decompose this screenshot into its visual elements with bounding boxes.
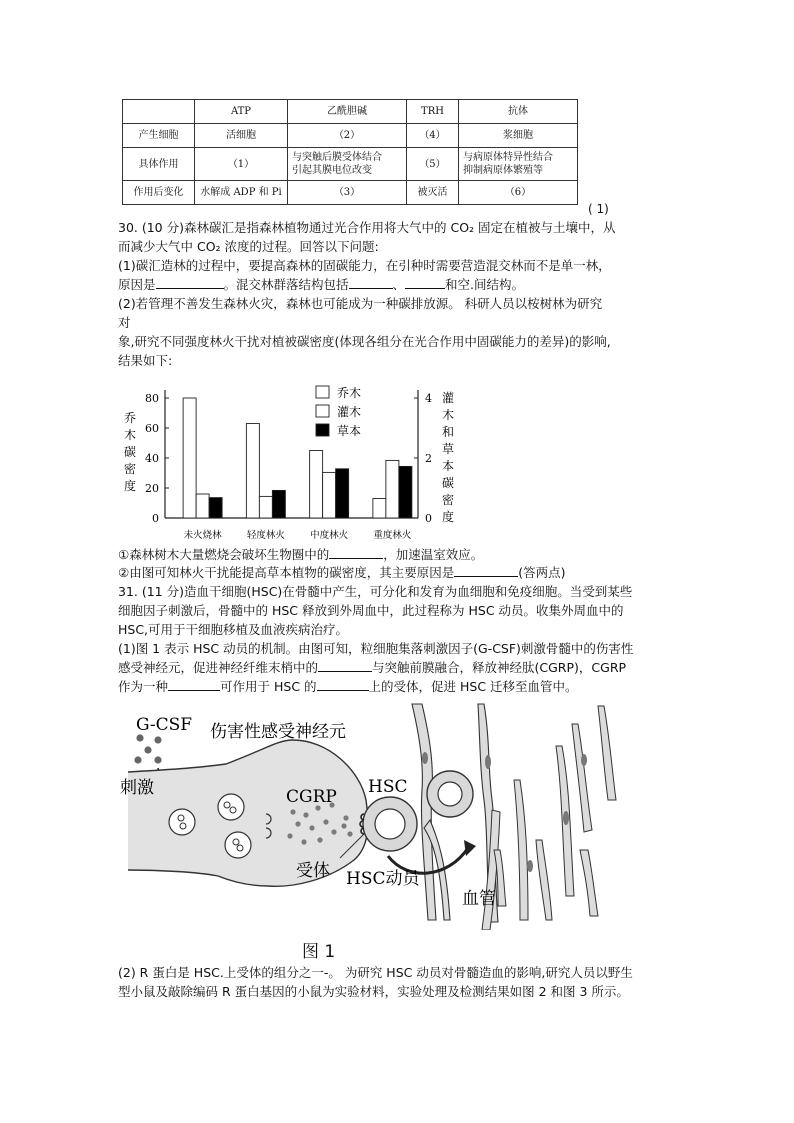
vessel-wall-cell — [598, 706, 616, 800]
q30-text: ，加速温室效应。 — [383, 547, 484, 562]
arrow-head — [464, 840, 476, 856]
left-tick-label: 20 — [145, 482, 159, 495]
bar-乔木 — [310, 451, 323, 519]
carbon-density-chart — [110, 378, 480, 546]
table-cell: 被灭活 — [407, 181, 459, 205]
hsc-cell — [360, 797, 417, 851]
right-axis-title: 木 — [441, 408, 455, 422]
table-cell: 与突触后膜受体结合 引起其膜电位改变 — [288, 148, 407, 181]
right-tick-label: 4 — [425, 392, 432, 405]
hsc-label: HSC — [368, 777, 408, 797]
table-header-cell — [123, 100, 195, 124]
q30-text: 原因是 — [118, 277, 156, 292]
legend-swatch — [316, 405, 329, 417]
q30-text: 和空.间结构。 — [445, 277, 525, 292]
table-header-cell: 抗体 — [459, 100, 578, 124]
vessel-nucleus — [422, 752, 428, 764]
answer-blank[interactable] — [156, 276, 224, 289]
q31-text: 31. (11 分)造血干细胞(HSC)在骨髓中产生，可分化和发育为血细胞和免疫细胞。当受到某些 — [118, 584, 633, 599]
bar-灌木 — [259, 496, 272, 518]
q30-text: 、 — [392, 277, 406, 292]
q30-text: 30. (10 分)森林碳汇是指森林植物通过光合作用将大气中的 CO₂ 固定在植被与土壤中，从 — [118, 220, 616, 235]
vessel-wall-cell — [536, 840, 552, 920]
table-cell: 具体作用 — [123, 148, 195, 181]
q30-sub1 — [118, 545, 483, 564]
bar-灌木 — [323, 472, 336, 518]
legend-label: 乔木 — [337, 386, 362, 400]
answer-blank[interactable] — [329, 546, 383, 559]
category-label: 未火烧林 — [183, 530, 222, 541]
vessel-nucleus — [485, 755, 491, 769]
answer-blank[interactable] — [168, 678, 220, 691]
table-cell: 产生细胞 — [123, 124, 195, 148]
table-header-cell: TRH — [407, 100, 459, 124]
legend-label: 草本 — [337, 424, 362, 438]
left-axis-title: 碳 — [123, 445, 137, 459]
q30-text: 象,研究不同强度林火干扰对植被碳密度(体现各组分在光合作用中固碳能力的差异)的影响, — [118, 334, 611, 349]
synaptic-vesicle — [169, 809, 195, 835]
table-cell: （5） — [407, 148, 459, 181]
q30-text: 结果如下: — [118, 353, 173, 368]
right-axis-title: 本 — [441, 459, 455, 473]
q31-text: 上的受体，促进 HSC 迁移至血管中。 — [368, 679, 578, 694]
receptor-label: 受体 — [296, 861, 330, 881]
table-cell: 作用后变化 — [123, 181, 195, 205]
right-tick-label: 0 — [425, 512, 432, 525]
cell-products-table — [122, 99, 578, 205]
left-tick-label: 60 — [145, 422, 159, 435]
mobilized-hsc — [427, 771, 473, 817]
q30-text: 。混交林群落结构包括 — [223, 277, 349, 292]
figure-caption: 图 1 — [302, 942, 336, 962]
left-axis-title: 度 — [123, 479, 137, 493]
table-cell: （4） — [407, 124, 459, 148]
table-cell: （1） — [195, 148, 288, 181]
vessel-label: 血管 — [462, 889, 496, 909]
q31-text: 型小鼠及敲除编码 R 蛋白基因的小鼠为实验材料，实验处理及检测结果如图 2 和图 3 所示。 — [118, 984, 629, 999]
left-tick-label: 40 — [145, 452, 159, 465]
vessel-wall-cell — [572, 724, 592, 832]
category-label: 中度林火 — [310, 530, 349, 541]
q31-text: 感受神经元，促进神经纤维末梢中的 — [118, 660, 319, 675]
answer-blank[interactable] — [405, 276, 445, 289]
q31-text: 与突触前膜融合，释放神经肽(CGRP)，CGRP — [372, 660, 627, 675]
q30-answer-line — [118, 275, 524, 294]
right-axis-title: 密 — [441, 493, 455, 507]
q31-text: (1)图 1 表示 HSC 动员的机制。由图可知，粒细胞集落刺激因子(G-CSF)刺激骨髓中的伤害性 — [118, 641, 634, 656]
q30-sub2 — [118, 563, 565, 582]
answer-blank[interactable] — [317, 678, 369, 691]
q30-text: 而减少大气中 CO₂ 浓度的过程。回答以下问题: — [118, 239, 379, 254]
right-axis-title: 度 — [441, 510, 455, 524]
mobilize-label: HSC动员 — [346, 869, 420, 889]
left-tick-label: 80 — [145, 392, 159, 405]
table-cell: 活细胞 — [195, 124, 288, 148]
bar-草本 — [336, 469, 349, 518]
bar-草本 — [272, 490, 285, 518]
stimulus-label: 刺激 — [120, 778, 154, 798]
hsc-mobilization-figure — [118, 700, 678, 930]
legend-label: 灌木 — [337, 405, 362, 419]
table-cell: 浆细胞 — [459, 124, 578, 148]
bar-草本 — [209, 498, 222, 518]
table-cell: 与病原体特异性结合 抑制病原体繁殖等 — [459, 148, 578, 181]
q31-line6 — [118, 677, 578, 696]
bar-乔木 — [246, 424, 259, 519]
synaptic-vesicle — [225, 832, 251, 858]
table-note: ( 1) — [588, 202, 609, 216]
vessel-nucleus — [527, 860, 533, 872]
bar-乔木 — [373, 499, 386, 519]
table-cell: 水解成 ADP 和 Pi — [195, 181, 288, 205]
q30-text: ①森林树木大量燃烧会破坏生物圈中的 — [118, 547, 330, 562]
q31-text: (2) R 蛋白是 HSC.上受体的组分之一-。 为研究 HSC 动员对骨髓造血的影响,研究人员以野生 — [118, 965, 633, 980]
gcsf-molecules — [134, 734, 161, 763]
vessel-nucleus — [581, 754, 587, 766]
neuron-label: 伤害性感受神经元 — [210, 722, 346, 742]
legend-swatch — [316, 386, 329, 398]
neuron-body — [128, 740, 368, 886]
left-axis-title: 木 — [123, 428, 137, 442]
q30-text: ②由图可知林火干扰能提高草本植物的碳密度，其主要原因是 — [118, 565, 455, 580]
q31-line5 — [118, 658, 626, 677]
bar-灌木 — [386, 460, 399, 518]
q31-text: 细胞因子刺激后，骨髓中的 HSC 释放到外周血中，此过程称为 HSC 动员。收集外周血中的 — [118, 603, 624, 618]
table-cell: （3） — [288, 181, 407, 205]
vessel-nucleus — [563, 811, 569, 825]
left-tick-label: 0 — [152, 512, 159, 525]
table-header-cell: ATP — [195, 100, 288, 124]
bar-草本 — [399, 466, 412, 518]
legend-swatch — [316, 424, 329, 436]
q30-text: (答两点) — [518, 565, 566, 580]
q31-text: HSC,可用于干细胞移植及血液疾病治疗。 — [118, 622, 349, 637]
right-tick-label: 2 — [425, 452, 432, 465]
table-cell: （6） — [459, 181, 578, 205]
q31-text: 作为一种 — [118, 679, 169, 694]
q30-text: (1)碳汇造林的过程中，要提高森林的固碳能力，在引种时需要营造混交林而不是单一林， — [118, 258, 611, 273]
cgrp-label: CGRP — [286, 787, 337, 807]
bar-乔木 — [183, 398, 196, 518]
answer-blank[interactable] — [318, 659, 372, 672]
table-cell: （2） — [288, 124, 407, 148]
vessel-wall-cell — [580, 850, 598, 916]
right-axis-title: 和 — [441, 425, 455, 439]
vessel-wall-cell — [514, 780, 528, 920]
answer-blank[interactable] — [454, 564, 518, 577]
category-label: 重度林火 — [373, 530, 412, 541]
synaptic-vesicle — [218, 794, 244, 820]
answer-blank[interactable] — [349, 276, 393, 289]
right-axis-title: 灌 — [441, 391, 455, 405]
bar-灌木 — [196, 494, 209, 518]
right-axis-title: 碳 — [441, 476, 455, 490]
q30-text: (2)若管理不善发生森林火灾，森林也可能成为一种碳排放源。 科研人员以桉树林为研究 — [118, 296, 603, 311]
q31-text: 可作用于 HSC 的 — [220, 679, 317, 694]
category-label: 轻度林火 — [246, 530, 285, 541]
left-axis-title: 密 — [123, 462, 137, 476]
left-axis-title: 乔 — [123, 411, 137, 425]
q30-text: 对 — [118, 315, 131, 330]
right-axis-title: 草 — [441, 442, 455, 456]
table-header-cell: 乙酰胆碱 — [288, 100, 407, 124]
gcsf-label: G-CSF — [136, 715, 193, 735]
